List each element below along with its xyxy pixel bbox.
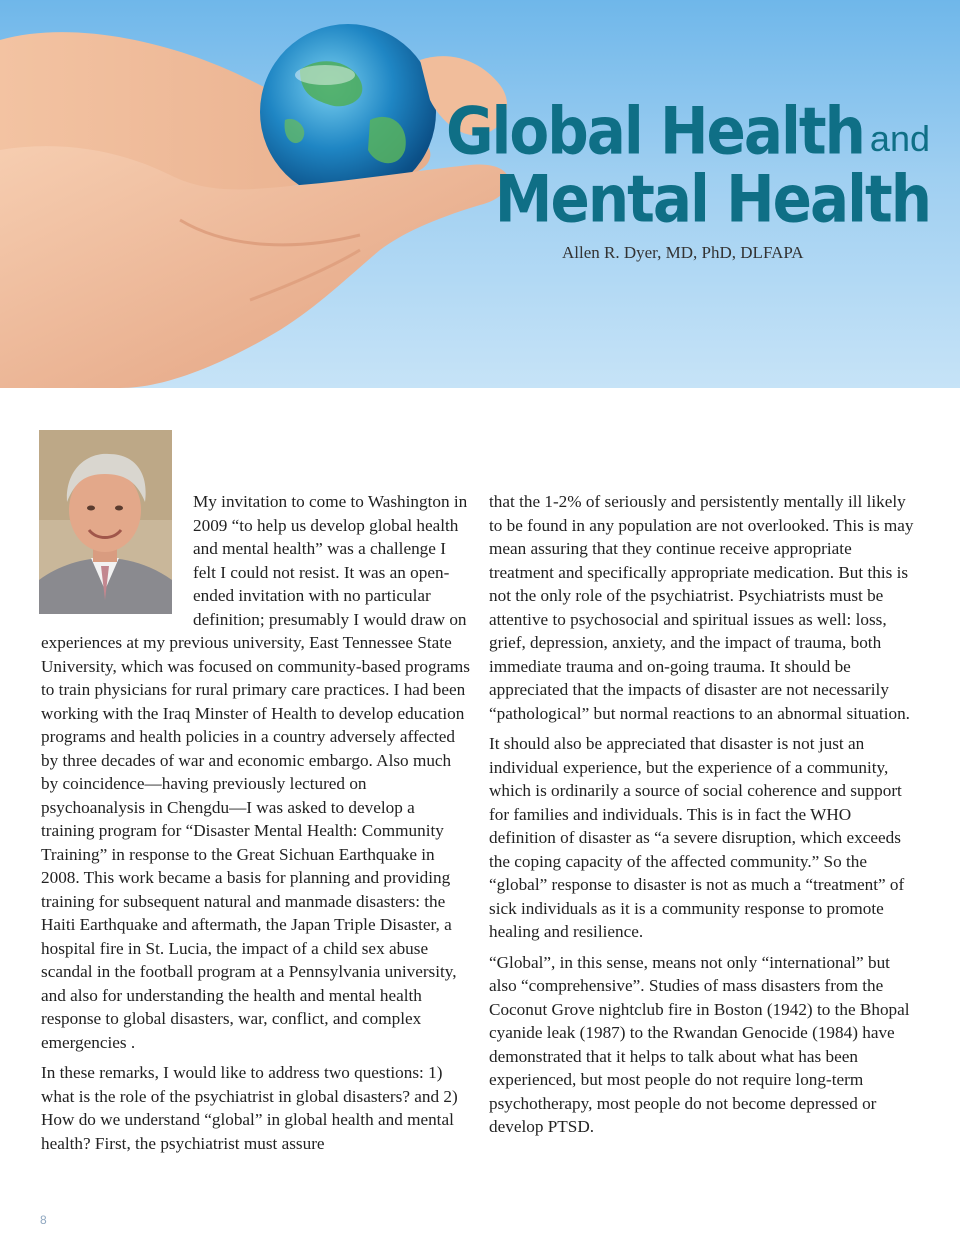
article-title	[445, 92, 930, 238]
paragraph-right-2: It should also be appreciated that disaster is not just an individual experience, but the experience of a community, which is ordinarily a source of social coherence and support for families and individuals. This is in fact the WHO definition of disaster as “a severe disruption, which exceeds the coping capacity of the affected community.” So the “global” response to disaster is not as much a “treatment” of sick individuals as it is a community response to promote healing and resilience.	[489, 734, 905, 941]
article-column-left	[41, 490, 471, 1162]
hero-banner	[0, 0, 960, 388]
title-connector: and	[869, 118, 930, 159]
photo-wrap-spacer	[41, 490, 193, 630]
paragraph-right-3: “Global”, in this sense, means not only “international” but also “comprehensive”. Studies of mass disasters from the Coconut Grove nightclub fire in Boston (1942) to the Bhopal cyanide leak (1987) to the Rwandan Genocide (1984) have demonstrated that it helps to talk about what has been experienced, but most people do not require long-term psychotherapy, most people do not become depressed or develop PTSD.	[489, 952, 910, 1136]
title-part-mental-health: Mental Health	[494, 160, 930, 238]
author-byline: Allen R. Dyer, MD, PhD, DLFAPA	[562, 243, 804, 262]
title-part-global-health: Global Health	[445, 92, 864, 170]
page-number: 8	[40, 1213, 47, 1227]
paragraph-left-2: In these remarks, I would like to address two questions: 1) what is the role of the psychiatrist in global disasters? and 2) How do we understand “global” in global health and mental health? First, the psychiatrist must assure	[41, 1063, 458, 1153]
article-column-right	[489, 490, 919, 1146]
paragraph-left-1: My invitation to come to Washington in 2009 “to help us develop global health and mental health” was a challenge I felt I could not resist. It was an open-ended invitation with no particular definition; presumably I would draw on experiences at my previous university, East Tennessee State University, which was focused on community-based programs to train physicians for rural primary care practices. I had been working with the Iraq Minster of Health to develop education programs and health policies in a country adversely affected by three decades of war and economic embargo. Also much by coincidence—having previously lectured on psychoanalysis in Chengdu—I was asked to develop a training program for “Disaster Mental Health: Community Training” in response to the Great Sichuan Earthquake in 2008. This work became a basis for planning and providing training for subsequent natural and manmade disasters: the Haiti Earthquake and aftermath, the Japan Triple Disaster, a hospital fire in St. Lucia, the impact of a child sex abuse scandal in the football program at a Pennsylvania university, and also for understanding the health and mental health response to global disasters, war, conflict, and complex emergencies .	[41, 492, 470, 1052]
paragraph-right-1: that the 1-2% of seriously and persistently mentally ill likely to be found in any population are not overlooked. This is may mean assuring that they continue receive appropriate treatment and specifically appropriate medication. But this is not the only role of the psychiatrist. Psychiatrists must be attentive to psychosocial and spiritual issues as well: loss, grief, depression, anxiety, and the impact of trauma, both immediate trauma and on-going trauma. It should be appreciated that the impacts of disaster are not necessarily “pathological” but normal reactions to an abnormal situation.	[489, 492, 914, 723]
